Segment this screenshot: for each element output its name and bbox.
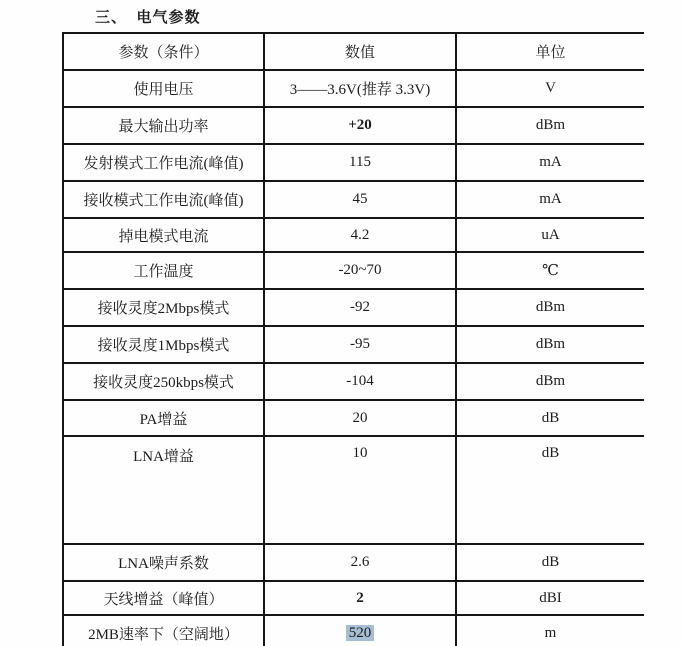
value-cell [264, 181, 456, 218]
unit-cell: mA [456, 144, 644, 181]
param-cell: LNA增益 [63, 436, 264, 544]
value-cell [264, 436, 456, 544]
value-cell [264, 218, 456, 252]
table-row [63, 289, 644, 326]
unit-cell: mA [456, 181, 644, 218]
table-row [63, 181, 644, 218]
param-cell: 最大输出功率 [63, 107, 264, 144]
unit-cell: dBm [456, 326, 644, 363]
value-text: 3——3.6V(推荐 3.3V) [289, 82, 431, 98]
table-row [63, 144, 644, 181]
unit-cell: dBm [456, 107, 644, 144]
param-cell: 工作温度 [63, 252, 264, 289]
table-row [63, 326, 644, 363]
header-value: 数值 [264, 33, 456, 70]
value-cell [264, 326, 456, 363]
param-cell: 2MB速率下（空阔地） [63, 615, 264, 646]
value-cell [264, 615, 456, 646]
param-cell: 接收灵度2Mbps模式 [63, 289, 264, 326]
value-text: 115 [349, 154, 371, 170]
unit-cell: m [456, 615, 644, 646]
param-cell: 接收灵度1Mbps模式 [63, 326, 264, 363]
unit-cell: uA [456, 218, 644, 252]
value-text: +20 [348, 117, 372, 133]
unit-cell: dB [456, 400, 644, 436]
param-cell: 发射模式工作电流(峰值) [63, 144, 264, 181]
table-row [63, 400, 644, 436]
value-cell [264, 289, 456, 326]
table-row [63, 252, 644, 289]
param-cell: 接收灵度250kbps模式 [63, 363, 264, 400]
table-row [63, 581, 644, 615]
value-cell [264, 363, 456, 400]
value-text: -92 [350, 299, 370, 315]
value-text: 2.6 [350, 554, 370, 570]
value-text: -20~70 [338, 262, 382, 278]
table-row [63, 218, 644, 252]
value-text: 2 [356, 589, 364, 606]
param-cell: 接收模式工作电流(峰值) [63, 181, 264, 218]
selected-value: 520 [346, 625, 375, 641]
unit-cell: dB [456, 436, 644, 544]
value-cell [264, 252, 456, 289]
value-cell [264, 107, 456, 144]
electrical-parameters-table [62, 32, 644, 646]
value-text: -104 [346, 373, 374, 389]
value-cell [264, 581, 456, 615]
header-unit: 单位 [456, 33, 644, 70]
table-body [63, 70, 644, 646]
param-cell: PA增益 [63, 400, 264, 436]
unit-cell: V [456, 70, 644, 107]
unit-cell: ℃ [456, 252, 644, 289]
value-cell [264, 70, 456, 107]
param-cell: 掉电模式电流 [63, 218, 264, 252]
table-row [63, 544, 644, 581]
value-text: -95 [350, 336, 370, 352]
param-cell: 天线增益（峰值） [63, 581, 264, 615]
param-cell: LNA噪声系数 [63, 544, 264, 581]
unit-cell: dBm [456, 289, 644, 326]
value-text: 4.2 [350, 226, 370, 243]
value-cell [264, 400, 456, 436]
value-text: 20 [352, 409, 368, 426]
unit-cell: dBI [456, 581, 644, 615]
table-row [63, 615, 644, 646]
header-parameter: 参数（条件） [63, 33, 264, 70]
table-row [63, 107, 644, 144]
table-header-row [63, 33, 644, 70]
value-text: 45 [352, 191, 368, 207]
unit-cell: dB [456, 544, 644, 581]
value-cell [264, 544, 456, 581]
param-cell: 使用电压 [63, 70, 264, 107]
unit-cell: dBm [456, 363, 644, 400]
table-row [63, 436, 644, 544]
value-text: 10 [352, 445, 368, 461]
table-row [63, 363, 644, 400]
table-row [63, 70, 644, 107]
value-cell [264, 144, 456, 181]
section-title: 三、 电气参数 [95, 10, 201, 26]
